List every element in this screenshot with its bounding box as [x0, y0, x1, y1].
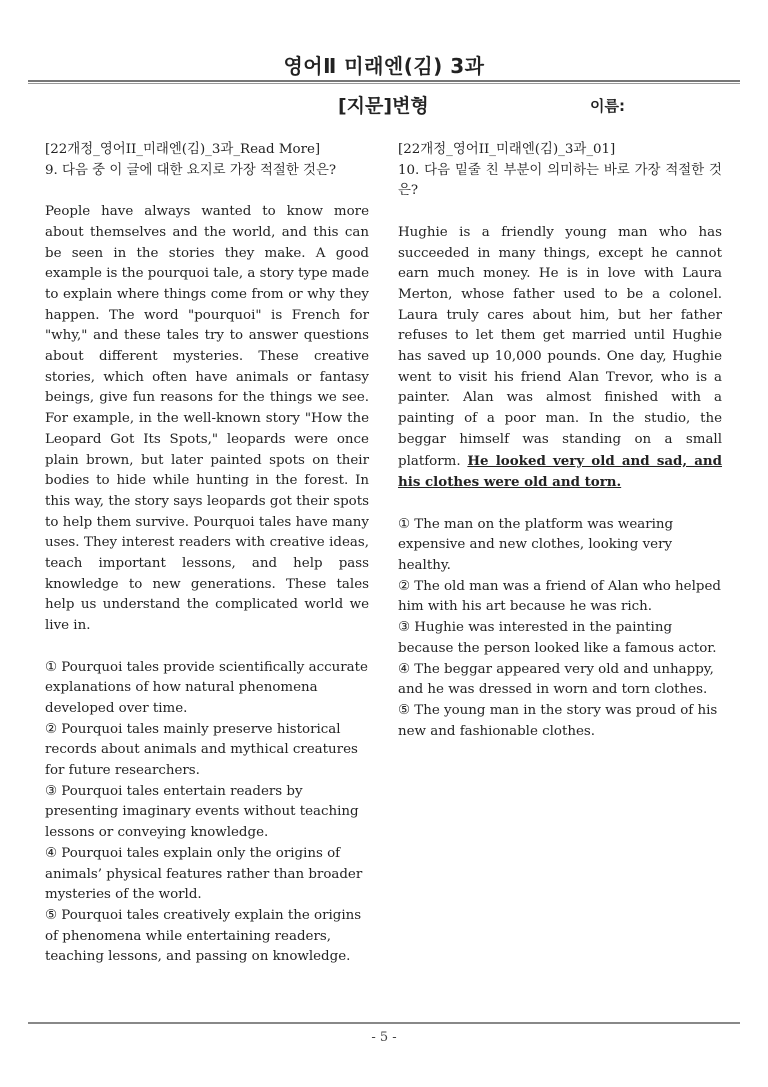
question-10-options	[398, 515, 722, 743]
option-5: ⑤ Pourquoi tales creatively explain the origins of phenomena while entertaining readers, teaching lessons, and passing on knowledge.	[45, 907, 362, 965]
question-10-source: [22개정_영어II_미래엔(김)_3과_01]	[398, 142, 616, 157]
passage-text: Hughie is a friendly young man who has succeeded in many things, except he cannot earn much money. He is in love with Laura Merton, whose father used to be a colonel. Laura truly cares about him, but her father refuses to let them get married until Hughie has saved up 10,000 pounds. One day, Hughie went to visit his friend Alan Trevor, who is a painter. Alan was almost finished with a painting of a poor man. In the studio, the beggar himself was standing on a small platform.	[398, 224, 722, 469]
worksheet-title: 영어Ⅱ 미래엔(김) 3과	[283, 54, 485, 78]
question-10-passage	[398, 223, 722, 494]
underlined-text: He looked very old and sad, and his clothes were old and torn.	[398, 452, 723, 491]
footer-divider	[28, 1022, 740, 1024]
option-4: ④ Pourquoi tales explain only the origins of animals’ physical features rather than broader mysteries of the world.	[45, 845, 363, 903]
option-2: ② Pourquoi tales mainly preserve historical records about animals and mythical creatures for future researchers.	[45, 721, 358, 779]
option-2: ② The old man was a friend of Alan who helped him with his art because he was rich.	[398, 578, 721, 615]
page-number: - 5 -	[371, 1030, 397, 1045]
question-9-source: [22개정_영어II_미래엔(김)_3과_Read More]	[45, 142, 321, 157]
option-1: ① The man on the platform was wearing expensive and new clothes, looking very healthy.	[398, 516, 674, 574]
worksheet-subtitle: [지문]변형	[338, 95, 429, 117]
right-column	[398, 140, 722, 742]
option-3: ③ Hughie was interested in the painting because the person looked like a famous actor.	[398, 620, 717, 656]
option-3: ③ Pourquoi tales entertain readers by presenting imaginary events without teaching lessons or conveying knowledge.	[45, 783, 359, 841]
header-divider	[28, 80, 740, 84]
option-5: ⑤ The young man in the story was proud of his new and fashionable clothes.	[398, 702, 718, 739]
option-1: ① Pourquoi tales provide scientifically accurate explanations of how natural phenomena developed over time.	[45, 659, 368, 716]
question-9-options	[45, 658, 369, 969]
left-column	[45, 140, 369, 968]
name-label: 이름:	[590, 97, 625, 115]
question-9-prompt: 9. 다음 중 이 글에 대한 요지로 가장 적절한 것은?	[45, 162, 337, 178]
question-10-prompt: 10. 다음 밑줄 친 부분이 의미하는 바로 가장 적절한 것은?	[398, 162, 722, 199]
option-4: ④ The beggar appeared very old and unhappy, and he was dressed in worn and torn clothes.	[398, 661, 714, 698]
question-9-passage: People have always wanted to know more about themselves and the world, and this can be seen in the stories they make. A good example is the pourquoi tale, a story type made to explain where things come from or why they happen. The word "pourquoi" is French for "why," and these tales try to answer questions about different mysteries. These creative stories, which often have animals or fantasy beings, give fun reasons for the things we see. For example, in the well-known story "How the Leopard Got Its Spots," leopards were once plain brown, but later painted spots on their bodies to hide while hunting in the forest. In this way, the story says leopards got their spots to help them survive. Pourquoi tales have many uses. They interest readers with creative ideas, teach important lessons, and help pass knowledge to new generations. These tales help us understand the complicated world we live in.	[45, 204, 369, 634]
